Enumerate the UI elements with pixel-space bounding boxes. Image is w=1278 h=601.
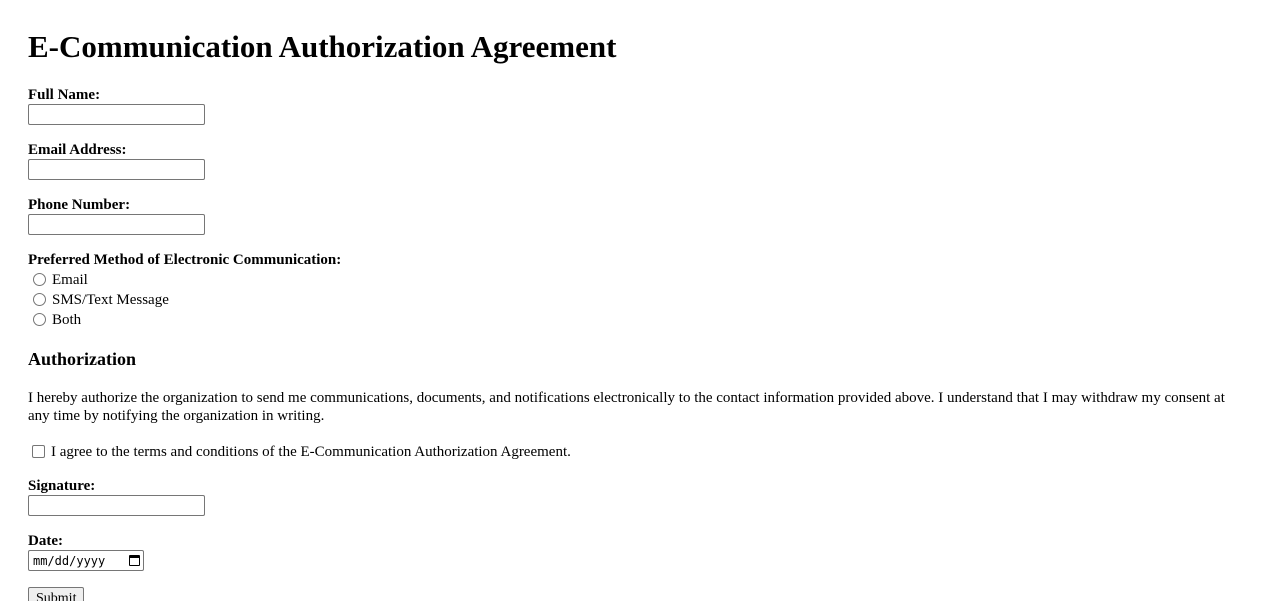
submit-button[interactable]: Submit [28, 587, 84, 601]
agree-checkbox[interactable] [32, 445, 45, 458]
date-input[interactable] [28, 550, 144, 571]
full-name-input[interactable] [28, 104, 205, 125]
radio-both[interactable] [33, 313, 46, 326]
authorization-text: I hereby authorize the organization to send me communications, documents, and notifications electronically to the contact information provided above. I understand that I may withdraw my consent at any time by notifying the organization in writing. [28, 390, 1225, 424]
radio-sms-label: SMS/Text Message [52, 292, 169, 308]
radio-email[interactable] [33, 273, 46, 286]
calendar-icon[interactable] [129, 555, 140, 566]
page-title: E-Communication Authorization Agreement [28, 29, 617, 64]
preferred-method-group [28, 270, 169, 330]
signature-label: Signature: [28, 478, 96, 494]
preferred-method-label: Preferred Method of Electronic Communication: [28, 252, 342, 268]
full-name-label: Full Name: [28, 87, 101, 103]
phone-label: Phone Number: [28, 197, 131, 213]
radio-option-sms[interactable] [28, 290, 169, 310]
radio-sms[interactable] [33, 293, 46, 306]
email-input[interactable] [28, 159, 205, 180]
signature-input[interactable] [28, 495, 205, 516]
radio-option-email[interactable] [28, 270, 169, 290]
radio-option-both[interactable] [28, 310, 169, 330]
phone-input[interactable] [28, 214, 205, 235]
date-placeholder: mm/dd/yyyy [33, 553, 106, 568]
authorization-heading: Authorization [28, 349, 136, 369]
email-label: Email Address: [28, 142, 127, 158]
date-label: Date: [28, 533, 63, 549]
agree-label: I agree to the terms and conditions of the E-Communication Authorization Agreement. [51, 444, 571, 460]
agree-row[interactable] [28, 443, 571, 461]
radio-both-label: Both [52, 312, 82, 328]
radio-email-label: Email [52, 272, 88, 288]
